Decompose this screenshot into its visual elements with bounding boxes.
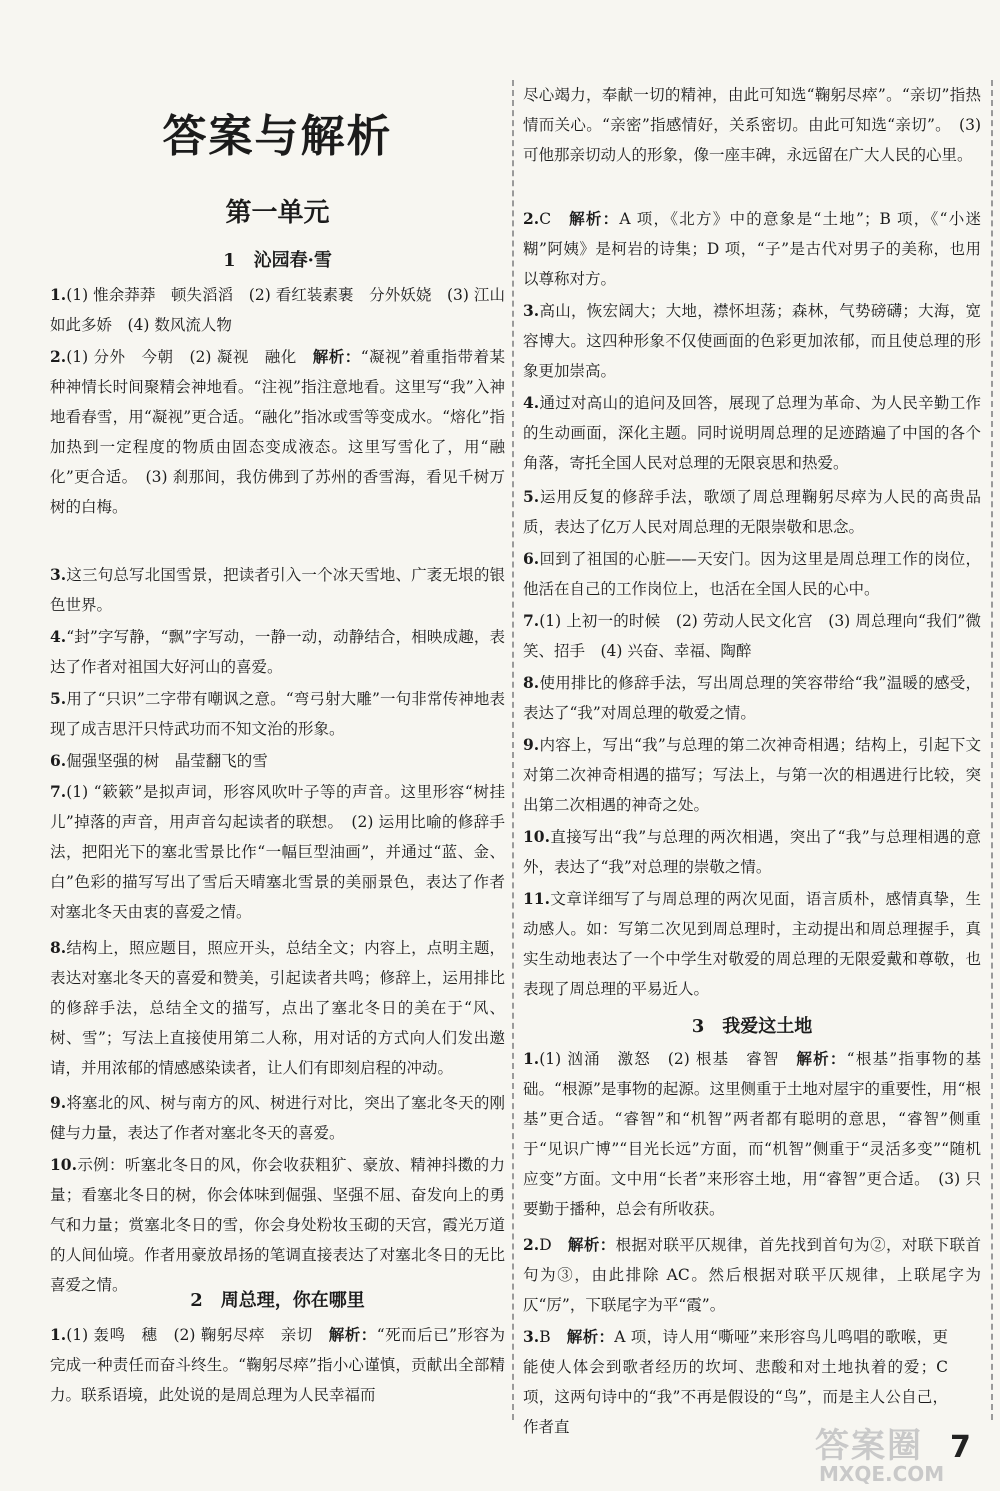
page-title: 答案与解析 [162, 111, 393, 162]
answer-item: 7.(1) 上初一的时候 (2) 劳动人民文化宫 (3) 周总理向“我们”微笑、招手 (4) 兴奋、幸福、陶醉 [523, 611, 981, 660]
answer-item: 3.这三句总写北国雪景，把读者引入一个冰天雪地、广袤无垠的银色世界。 [50, 565, 505, 614]
answer-item: 8.结构上，照应题目，照应开头，总结全文；内容上，点明主题，表达对塞北冬天的喜爱和赞美，引起读者共鸣；修辞上，运用排比的修辞手法，总结全文的描写，点出了塞北冬日的美在于“风、树、雪”；写法上直接使用第二人称，用对话的方式向人们发出邀请，并用浓郁的情感感染读者，让人们有即刻启程的冲动。 [50, 938, 505, 1077]
column-divider [512, 80, 514, 1420]
answer-item: 4.“封”字写静，“飘”字写动，一静一动，动静结合，相映成趣，表达了作者对祖国大好河山的喜爱。 [50, 627, 505, 676]
answer-item: 6.倔强坚强的树 晶莹翻飞的雪 [50, 751, 268, 770]
unit-title: 第一单元 [225, 198, 330, 228]
right-border [991, 80, 993, 1420]
section-title-1: 1 沁园春·雪 [223, 250, 332, 271]
answer-item: 4.通过对高山的追问及回答，展现了总理为革命、为人民辛勤工作的生动画面，深化主题。同时说明周总理的足迹踏遍了中国的各个角落，寄托全国人民对总理的无限哀思和热爱。 [523, 393, 981, 472]
answer-item: 9.内容上，写出“我”与总理的第二次神奇相遇；结构上，引起下文对第二次神奇相遇的描写；写法上，与第一次的相遇进行比较，突出第二次相遇的神奇之处。 [523, 735, 981, 814]
page-number: 7 [950, 1430, 971, 1465]
answer-item: 2.(1) 分外 今朝 (2) 凝视 融化 解析：“凝视”着重指带着某种神情长时间聚精会神地看。“注视”指注意地看。这里写“我”入神地看春雪，用“凝视”更合适。“融化”指冰或雪等变成水。“熔化”指加热到一定程度的物质由固态变成液态。这里写雪化了，用“融化”更合适。 (3) 刹那间，我仿佛到了苏州的香雪海，看见千树万树的白梅。 [50, 347, 505, 516]
answer-item: 10.示例：听塞北冬日的风，你会收获粗犷、豪放、精神抖擞的力量；看塞北冬日的树，你会体味到倔强、坚强不屈、奋发向上的勇气和力量；赏塞北冬日的雪，你会身处粉妆玉砌的天宫，霞光万道的人间仙境。作者用豪放昂扬的笔调直接表达了对塞北冬日的无比喜爱之情。 [50, 1155, 505, 1294]
answer-item: 1.(1) 轰鸣 穗 (2) 鞠躬尽瘁 亲切 解析：“死而后已”形容为完成一种责任而奋斗终生。“鞠躬尽瘁”指小心谨慎，贡献出全部精力。联系语境，此处说的是周总理为人民幸福而 [50, 1325, 505, 1404]
watermark-url: MXQE.COM [819, 1462, 945, 1486]
watermark-logo-text: 答案圈 [815, 1426, 923, 1466]
section-title-2: 2 周总理，你在哪里 [190, 1290, 365, 1311]
answer-item: 5.用了“只识”二字带有嘲讽之意。“弯弓射大雕”一句非常传神地表现了成吉思汗只恃武功而不知文治的形象。 [50, 689, 505, 738]
answer-item: 6.回到了祖国的心脏——天安门。因为这里是周总理工作的岗位，他活在自己的工作岗位上，也活在全国人民的心中。 [523, 549, 981, 598]
answer-item: 3.B 解析：A 项，诗人用“嘶哑”来形容鸟儿鸣唱的歌喉，更能使人体会到歌者经历的坎坷、悲酸和对土地执着的爱；C 项，这两句诗中的“我”不再是假设的“鸟”，而是主人公自己，作者直 [523, 1327, 948, 1436]
answer-item: 1.(1) 汹涌 激怒 (2) 根基 睿智 解析：“根基”指事物的基础。“根源”是事物的起源。这里侧重于土地对屋宇的重要性，用“根基”更合适。“睿智”和“机智”两者都有聪明的意思，“睿智”侧重于“见识广博”“目光长远”方面，而“机智”侧重于“灵活多变”“随机应变”方面。文中用“长者”来形容土地，用“睿智”更合适。 (3) 只要勤于播种，总会有所收获。 [523, 1049, 981, 1218]
answer-item: 8.使用排比的修辞手法，写出周总理的笑容带给“我”温暖的感受，表达了“我”对周总理的敬爱之情。 [523, 673, 981, 722]
section-title-3: 3 我爱这土地 [691, 1016, 813, 1037]
answer-item: 7.(1) “簌簌”是拟声词，形容风吹叶子等的声音。这里形容“树挂儿”掉落的声音，用声音勾起读者的联想。 (2) 运用比喻的修辞手法，把阳光下的塞北雪景比作“一幅巨型油画”，并通过“蓝、金、白”色彩的描写写出了雪后天晴塞北雪景的美丽景色，表达了作者对塞北冬天由衷的喜爱之情。 [50, 782, 505, 921]
answer-item: 3.高山，恢宏阔大；大地，襟怀坦荡；森林，气势磅礴；大海，宽容博大。这四种形象不仅使画面的色彩更加浓郁，而且使总理的形象更加崇高。 [523, 301, 981, 380]
answer-item: 11.文章详细写了与周总理的两次见面，语言质朴，感情真挚，生动感人。如：写第二次见到周总理时，主动提出和周总理握手，真实生动地表达了一个中学生对敬爱的周总理的无限爱戴和尊敬，也表现了周总理的平易近人。 [523, 889, 981, 998]
answer-item: 2.D 解析：根据对联平仄规律，首先找到首句为②，对联下联首句为③，由此排除 AC。然后根据对联平仄规律，上联尾字为仄“厉”，下联尾字为平“霞”。 [523, 1235, 981, 1314]
answer-item: 1.(1) 惟余莽莽 顿失滔滔 (2) 看红装素裹 分外妖娆 (3) 江山如此多娇 (4) 数风流人物 [50, 285, 505, 334]
answer-item: 2.C 解析：A 项，《北方》中的意象是“土地”；B 项，《“小迷糊”阿姨》是柯岩的诗集；D 项，“子”是古代对男子的美称，也用以尊称对方。 [523, 209, 981, 288]
answer-item: 尽心竭力，奉献一切的精神，由此可知选“鞠躬尽瘁”。“亲切”指热情而关心。“亲密”指感情好，关系密切。由此可知选“亲切”。 (3) 可他那亲切动人的形象，像一座丰碑，永远留在广大人民的心里。 [523, 86, 981, 164]
answer-item: 10.直接写出“我”与总理的两次相遇，突出了“我”与总理相遇的意外，表达了“我”对总理的崇敬之情。 [523, 827, 981, 876]
answer-item: 9.将塞北的风、树与南方的风、树进行对比，突出了塞北冬天的刚健与力量，表达了作者对塞北冬天的喜爱。 [50, 1093, 505, 1142]
answer-item: 5.运用反复的修辞手法，歌颂了周总理鞠躬尽瘁为人民的高贵品质，表达了亿万人民对周总理的无限崇敬和思念。 [523, 487, 981, 536]
